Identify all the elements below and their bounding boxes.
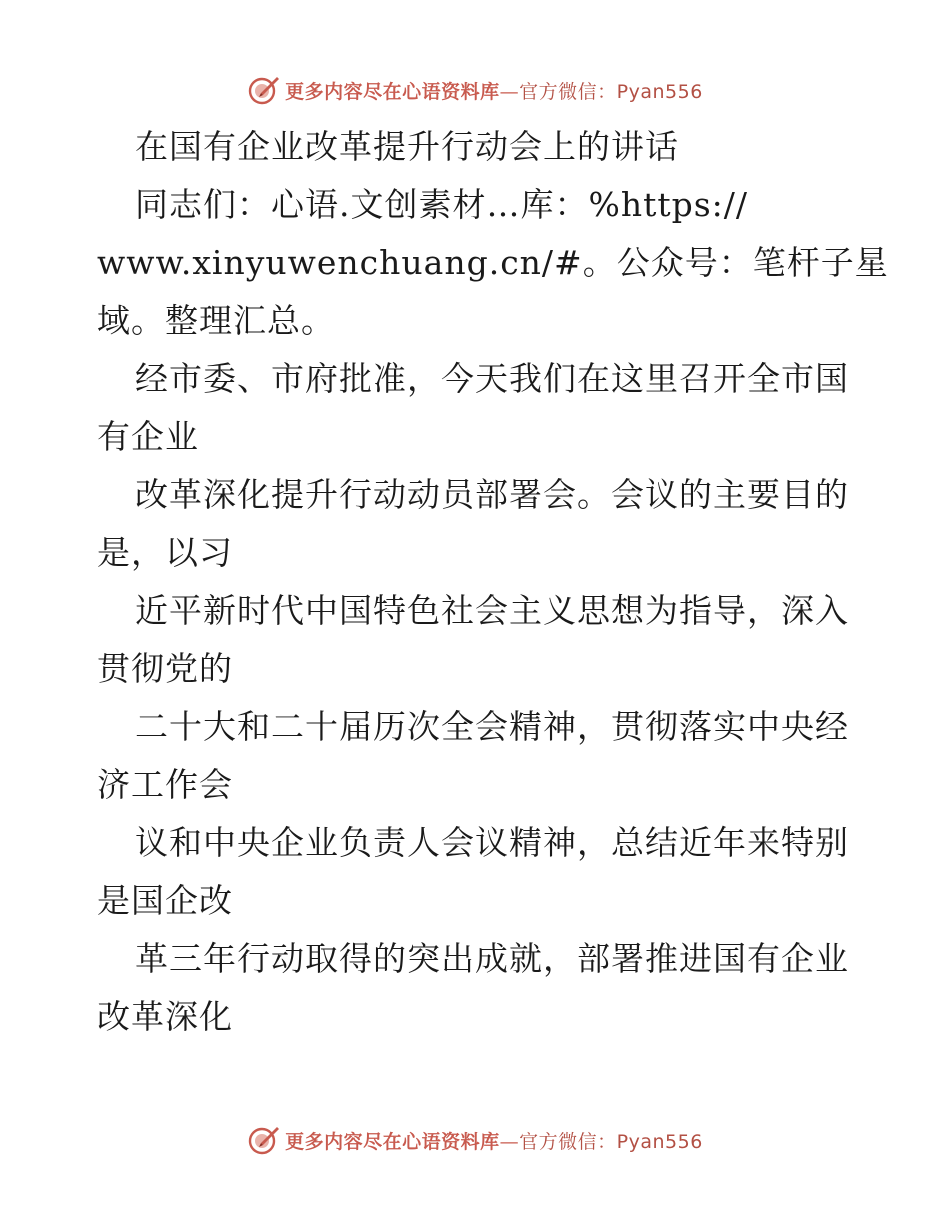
document-body xyxy=(97,118,889,1046)
paragraph-line: 经市委、市府批准，今天我们在这里召开全市国 xyxy=(135,359,849,398)
watermark-text xyxy=(285,1127,703,1154)
paragraph-line: 近平新时代中国特色社会主义思想为指导，深入 xyxy=(135,591,849,630)
watermark-wechat-text: 官方微信：Pyan556 xyxy=(519,80,703,103)
footer-watermark xyxy=(0,1120,950,1160)
watermark-left-text: 更多内容尽在心语资料库 xyxy=(285,80,500,103)
document-title: 在国有企业改革提升行动会上的讲话 xyxy=(135,127,679,166)
paragraph-line: 有企业 xyxy=(97,417,199,456)
paragraph-line: 同志们：心语.文创素材…库：%https:// xyxy=(135,185,749,224)
paragraph-line: 济工作会 xyxy=(97,765,233,804)
paragraph-line: 二十大和二十届历次全会精神，贯彻落实中央经 xyxy=(135,707,849,746)
paragraph-line: 是国企改 xyxy=(97,881,233,920)
watermark-separator: — xyxy=(499,80,520,103)
paragraph-line: 贯彻党的 xyxy=(97,649,233,688)
paragraph-line: 域。整理汇总。 xyxy=(97,301,335,340)
watermark-separator: — xyxy=(499,1130,520,1153)
quill-pen-circle-icon xyxy=(247,1123,281,1157)
paragraph-line: 革三年行动取得的突出成就，部署推进国有企业 xyxy=(135,939,849,978)
paragraph-line: 议和中央企业负责人会议精神，总结近年来特别 xyxy=(135,823,849,862)
paragraph-line: 是，以习 xyxy=(97,533,233,572)
watermark-text xyxy=(285,77,703,104)
watermark-left-text: 更多内容尽在心语资料库 xyxy=(285,1130,500,1153)
quill-pen-circle-icon xyxy=(247,73,281,107)
watermark-wechat-text: 官方微信：Pyan556 xyxy=(519,1130,703,1153)
paragraph-line: www.xinyuwenchuang.cn/#。公众号：笔杆子星 xyxy=(97,243,889,282)
paragraph-line: 改革深化 xyxy=(97,997,233,1036)
paragraph-line: 改革深化提升行动动员部署会。会议的主要目的 xyxy=(135,475,849,514)
header-watermark xyxy=(0,70,950,110)
